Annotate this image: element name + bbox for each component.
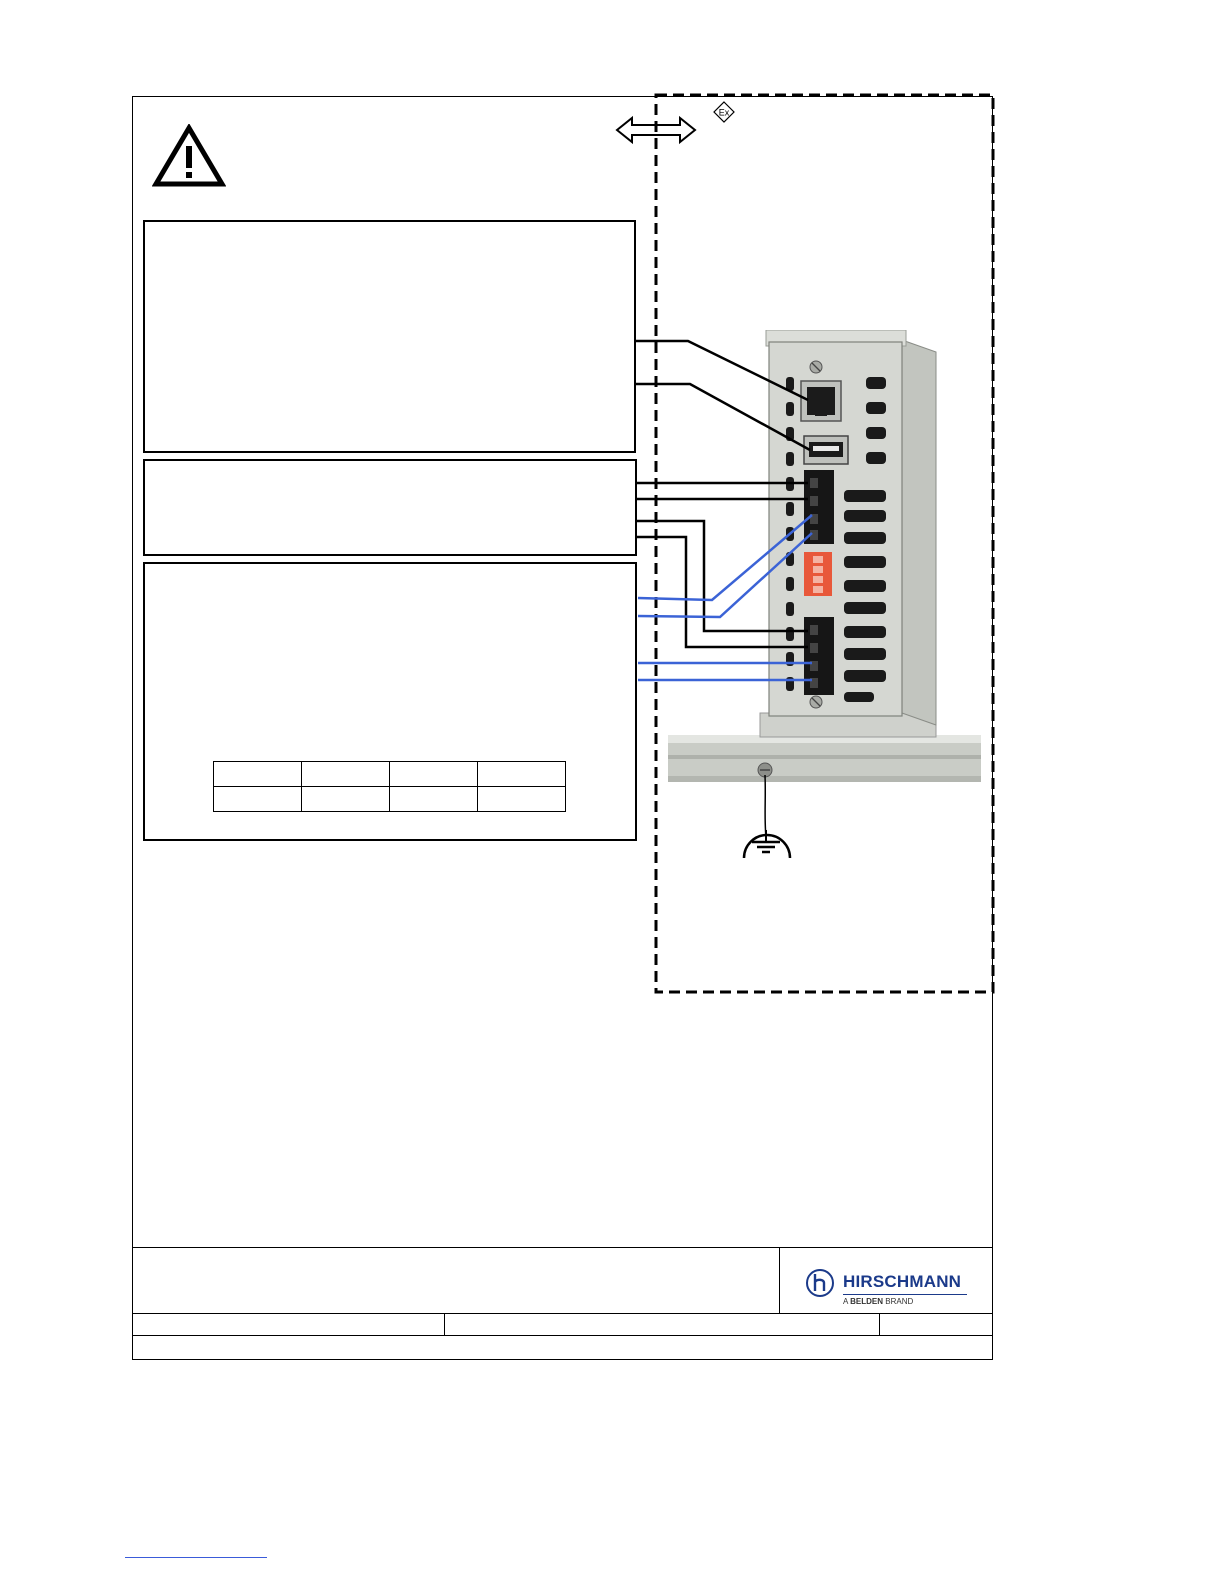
title-block-top-line	[132, 1247, 993, 1248]
hirschmann-logo	[805, 1266, 970, 1310]
title-block-row-line-2	[132, 1335, 993, 1336]
brand-tagline	[843, 1297, 913, 1306]
title-block-logo-divider	[779, 1247, 780, 1314]
wire-usb	[636, 384, 810, 450]
footer-link[interactable]	[125, 1557, 267, 1558]
tagline-prefix: A	[843, 1297, 848, 1306]
tagline-brand: BELDEN	[850, 1297, 884, 1306]
brand-rule	[843, 1294, 967, 1295]
hirschmann-logo-icon	[805, 1268, 835, 1298]
title-block-cell-divider-1	[444, 1313, 445, 1336]
title-block-cell-divider-2	[879, 1313, 880, 1336]
brand-name: HIRSCHMANN	[843, 1272, 962, 1291]
svg-text:Ex: Ex	[718, 107, 730, 118]
title-block-row-line-1	[132, 1313, 993, 1314]
ground-symbol-icon	[738, 826, 796, 860]
wire-signal-2	[638, 533, 812, 617]
wire-rj45	[636, 341, 808, 400]
tagline-suffix: BRAND	[885, 1297, 914, 1306]
